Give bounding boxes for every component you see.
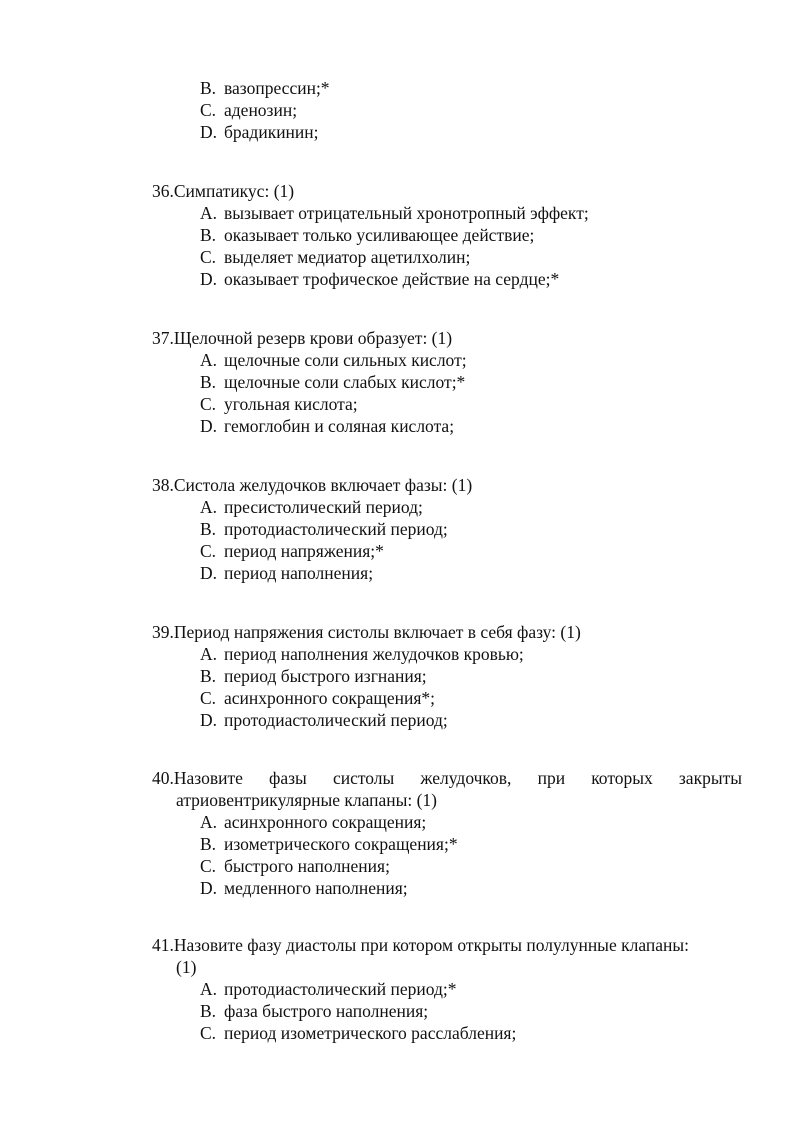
option-b-prev: [200, 77, 330, 99]
option-letter: B.: [200, 78, 217, 98]
option-letter: B.: [200, 519, 217, 539]
q39-option-c: [200, 687, 435, 709]
question-40: [152, 767, 742, 789]
option-text: фаза быстрого наполнения;: [224, 1001, 429, 1021]
question-text: Систола желудочков включает фазы: (1): [173, 475, 473, 495]
option-letter: B.: [200, 666, 217, 686]
option-letter: B.: [200, 372, 217, 392]
option-letter: C.: [200, 100, 217, 120]
option-letter: B.: [200, 834, 217, 854]
q39-option-d: [200, 709, 448, 731]
option-text: протодиастолический период;*: [224, 979, 457, 999]
option-letter: D.: [200, 122, 218, 142]
option-text: медленного наполнения;: [224, 878, 408, 898]
option-text: период наполнения желудочков кровью;: [224, 644, 524, 664]
question-41-continuation: (1): [176, 957, 197, 977]
option-letter: C.: [200, 394, 217, 414]
q37-option-b: [200, 371, 465, 393]
option-text: угольная кислота;: [224, 394, 358, 414]
option-d-prev: [200, 121, 319, 143]
option-letter: D.: [200, 710, 218, 730]
question-text: Период напряжения систолы включает в себя фазу: (1): [173, 622, 581, 642]
option-text: щелочные соли сильных кислот;: [224, 350, 467, 370]
question-number: 36.: [152, 181, 174, 201]
q40-option-a: [200, 811, 426, 833]
option-letter: A.: [200, 203, 218, 223]
question-text: Назовите фазы систолы желудочков, при которых закрыты: [173, 768, 742, 788]
question-number: 40.: [152, 768, 174, 788]
q38-option-c: [200, 540, 384, 562]
question-41: [152, 934, 742, 956]
question-38: [152, 474, 742, 496]
option-letter: B.: [200, 1001, 217, 1021]
option-text: изометрического сокращения;*: [224, 834, 458, 854]
q36-option-b: [200, 224, 534, 246]
option-letter: A.: [200, 979, 218, 999]
option-letter: A.: [200, 350, 218, 370]
q36-option-a: [200, 202, 589, 224]
option-letter: C.: [200, 541, 217, 561]
option-letter: C.: [200, 247, 217, 267]
option-letter: C.: [200, 688, 217, 708]
question-number: 39.: [152, 622, 174, 642]
question-39: [152, 621, 742, 643]
q40-option-c: [200, 855, 390, 877]
option-text: вызывает отрицательный хронотропный эффект;: [224, 203, 589, 223]
option-letter: C.: [200, 856, 217, 876]
option-c-prev: [200, 99, 297, 121]
option-letter: A.: [200, 644, 218, 664]
option-text: период быстрого изгнания;: [224, 666, 427, 686]
option-text: выделяет медиатор ацетилхолин;: [224, 247, 471, 267]
option-letter: D.: [200, 269, 218, 289]
question-text: Щелочной резерв крови образует: (1): [173, 328, 453, 348]
option-text: оказывает только усиливающее действие;: [224, 225, 535, 245]
q36-option-c: [200, 246, 470, 268]
option-letter: A.: [200, 497, 218, 517]
q39-option-a: [200, 643, 524, 665]
option-letter: C.: [200, 1023, 217, 1043]
q40-option-b: [200, 833, 458, 855]
option-text: гемоглобин и соляная кислота;: [224, 416, 455, 436]
option-letter: D.: [200, 563, 218, 583]
q41-option-c: [200, 1022, 516, 1044]
question-number: 37.: [152, 328, 174, 348]
q37-option-c: [200, 393, 358, 415]
option-text: щелочные соли слабых кислот;*: [224, 372, 466, 392]
option-letter: D.: [200, 416, 218, 436]
question-37: [152, 327, 742, 349]
option-text: период изометрического расслабления;: [224, 1023, 517, 1043]
option-text: протодиастолический период;: [224, 710, 448, 730]
option-text: период наполнения;: [224, 563, 374, 583]
q39-option-b: [200, 665, 427, 687]
q36-option-d: [200, 268, 559, 290]
q37-option-d: [200, 415, 454, 437]
option-text: асинхронного сокращения*;: [224, 688, 436, 708]
option-text: асинхронного сокращения;: [224, 812, 427, 832]
question-text: Симпатикус: (1): [173, 181, 295, 201]
option-text: период напряжения;*: [224, 541, 384, 561]
option-text: оказывает трофическое действие на сердце;*: [224, 269, 560, 289]
option-letter: A.: [200, 812, 218, 832]
option-text: аденозин;: [224, 100, 298, 120]
option-letter: D.: [200, 878, 218, 898]
question-number: 38.: [152, 475, 174, 495]
q41-option-b: [200, 1000, 428, 1022]
question-number: 41.: [152, 935, 174, 955]
option-text: быстрого наполнения;: [224, 856, 390, 876]
option-text: протодиастолический период;: [224, 519, 448, 539]
option-letter: B.: [200, 225, 217, 245]
question-36: [152, 180, 742, 202]
question-40-continuation: атриовентрикулярные клапаны: (1): [176, 790, 438, 810]
option-text: вазопрессин;*: [224, 78, 330, 98]
q37-option-a: [200, 349, 467, 371]
option-text: брадикинин;: [224, 122, 319, 142]
q41-option-a: [200, 978, 457, 1000]
question-text: Назовите фазу диастолы при котором открыты полулунные клапаны:: [173, 935, 689, 955]
q40-option-d: [200, 877, 408, 899]
q38-option-b: [200, 518, 448, 540]
q38-option-a: [200, 496, 423, 518]
q38-option-d: [200, 562, 373, 584]
option-text: пресистолический период;: [224, 497, 423, 517]
